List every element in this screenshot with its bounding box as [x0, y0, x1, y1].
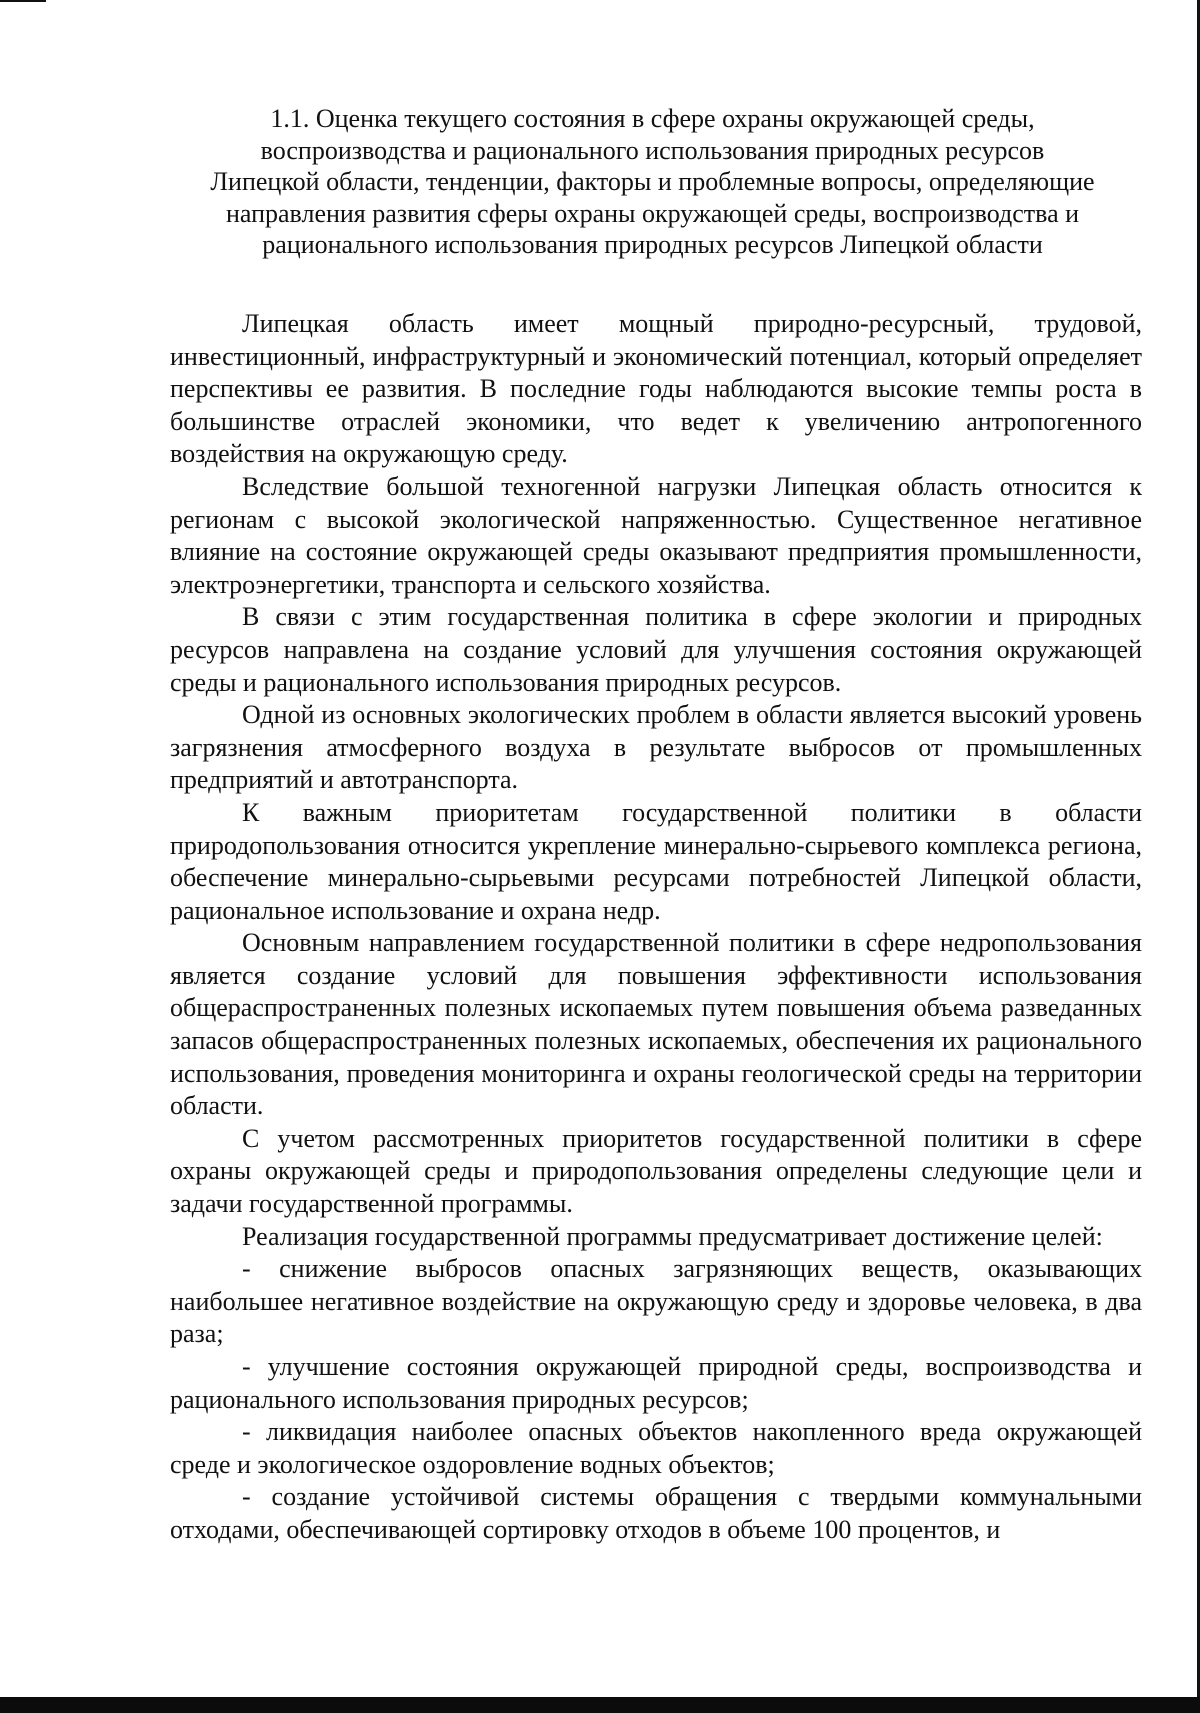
list-item: - ликвидация наиболее опасных объектов накопленного вреда окружающей среде и экологическое оздоровление водных объектов;	[170, 1417, 1142, 1479]
heading-line: воспроизводства и рационального использования природных ресурсов	[260, 135, 1045, 165]
paragraph: Основным направлением государственной политики в сфере недропользования является создание условий для повышения эффективности использования общераспространенных полезных ископаемых путем повышения объема разведанных запасов общераспространенных полезных ископаемых, обеспечения их рационального использования, проведения мониторинга и охраны геологической среды на территории области.	[170, 928, 1142, 1121]
heading-line: 1.1. Оценка текущего состояния в сфере охраны окружающей среды,	[270, 104, 1035, 133]
list-item: - улучшение состояния окружающей природной среды, воспроизводства и рационального использования природных ресурсов;	[170, 1352, 1142, 1414]
heading-line: Липецкой области, тенденции, факторы и проблемные вопросы, определяющие	[210, 167, 1095, 196]
scan-corner-mark	[0, 0, 46, 12]
list-item: - создание устойчивой системы обращения с твердыми коммунальными отходами, обеспечивающей сортировку отходов в объеме 100 процентов, и	[170, 1482, 1142, 1544]
paragraph: Реализация государственной программы предусматривает достижение целей:	[242, 1221, 1103, 1251]
paragraph: Одной из основных экологических проблем в области является высокий уровень загрязнения атмосферного воздуха в результате выбросов от промышленных предприятий и автотранспорта.	[170, 700, 1142, 795]
body-text	[170, 308, 1142, 1547]
paragraph: С учетом рассмотренных приоритетов государственной политики в сфере охраны окружающей среды и природопользования определены следующие цели и задачи государственной программы.	[170, 1123, 1142, 1219]
section-heading	[160, 103, 1145, 261]
heading-line: направления развития сферы охраны окружающей среды, воспроизводства и	[225, 198, 1080, 228]
scan-edge-bottom	[0, 1697, 1200, 1713]
paragraph: В связи с этим государственная политика в сфере экологии и природных ресурсов направлена на создание условий для улучшения состояния окружающей среды и рационального использования природных ресурсов.	[170, 602, 1142, 697]
list-item: - снижение выбросов опасных загрязняющих веществ, оказывающих наибольшее негативное воздействие на окружающую среду и здоровье человека, в два раза;	[170, 1254, 1142, 1349]
heading-line: рационального использования природных ресурсов Липецкой области	[262, 230, 1043, 259]
paragraph: К важным приоритетам государственной политики в области природопользования относится укрепление минерально-сырьевого комплекса региона, обеспечение минерально-сырьевыми ресурсами потребностей Липецкой области, рациональное использование и охрана недр.	[170, 797, 1142, 925]
paragraph: Липецкая область имеет мощный природно-ресурсный, трудовой, инвестиционный, инфраструктурный и экономический потенциал, который определяет перспективы ее развития. В последние годы наблюдаются высокие темпы роста в большинстве отраслей экономики, что ведет к увеличению антропогенного воздействия на окружающую среду.	[170, 309, 1142, 469]
paragraph: Вследствие большой техногенной нагрузки Липецкая область относится к регионам с высокой экологической напряженностью. Существенное негативное влияние на состояние окружающей среды оказывают предприятия промышленности, электроэнергетики, транспорта и сельского хозяйства.	[170, 471, 1142, 599]
